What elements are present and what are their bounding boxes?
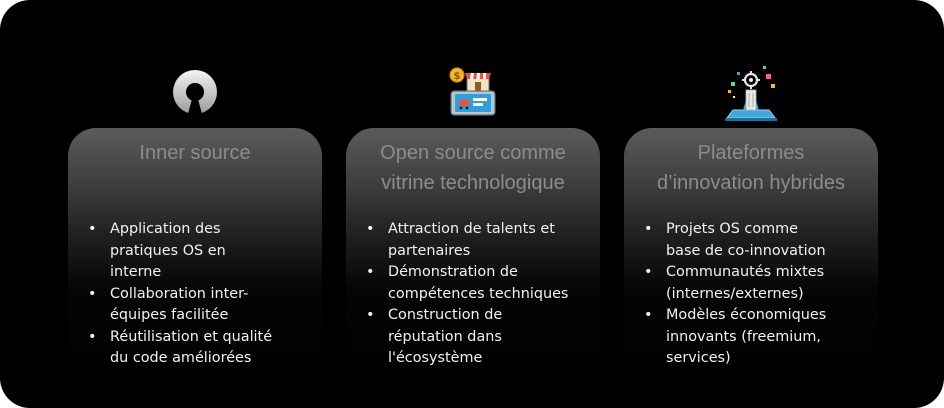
card-title: Open source comme vitrine technologique — [380, 142, 566, 194]
bullet-item: • Communautés mixtes (internes/externes) — [644, 262, 876, 305]
bullet-item: • Modèles économiques innovants (freemium, services) — [644, 305, 876, 370]
card — [68, 128, 322, 374]
bullet-item: • Démonstration de compétences techniques — [366, 262, 598, 305]
bullet-item: • Collaboration inter- équipes facilitée — [88, 284, 320, 327]
innovation-platform-icon — [719, 60, 783, 124]
bullet-item: • Attraction de talents et partenaires — [366, 219, 598, 262]
bullet-list — [644, 219, 876, 370]
column-inner-source — [68, 0, 322, 408]
open-source-logo-icon — [171, 68, 219, 116]
card-title: Plateformes d’innovation hybrides — [657, 142, 845, 194]
bullet-item: • Application des pratiques OS en interne — [88, 219, 320, 284]
svg-text:$: $ — [453, 71, 461, 82]
card — [346, 128, 600, 374]
bullet-item: • Projets OS comme base de co-innovation — [644, 219, 876, 262]
column-open-source-showcase — [346, 0, 600, 408]
column-hybrid-platforms — [624, 0, 878, 408]
bullet-list — [88, 219, 320, 370]
storefront-showcase-icon — [445, 64, 501, 120]
bullet-item: • Réutilisation et qualité du code améliorées — [88, 327, 320, 370]
bullet-item: • Construction de réputation dans l'écosystème — [366, 305, 598, 370]
card-title: Inner source — [139, 142, 251, 164]
card — [624, 128, 878, 374]
bullet-list — [366, 219, 598, 370]
